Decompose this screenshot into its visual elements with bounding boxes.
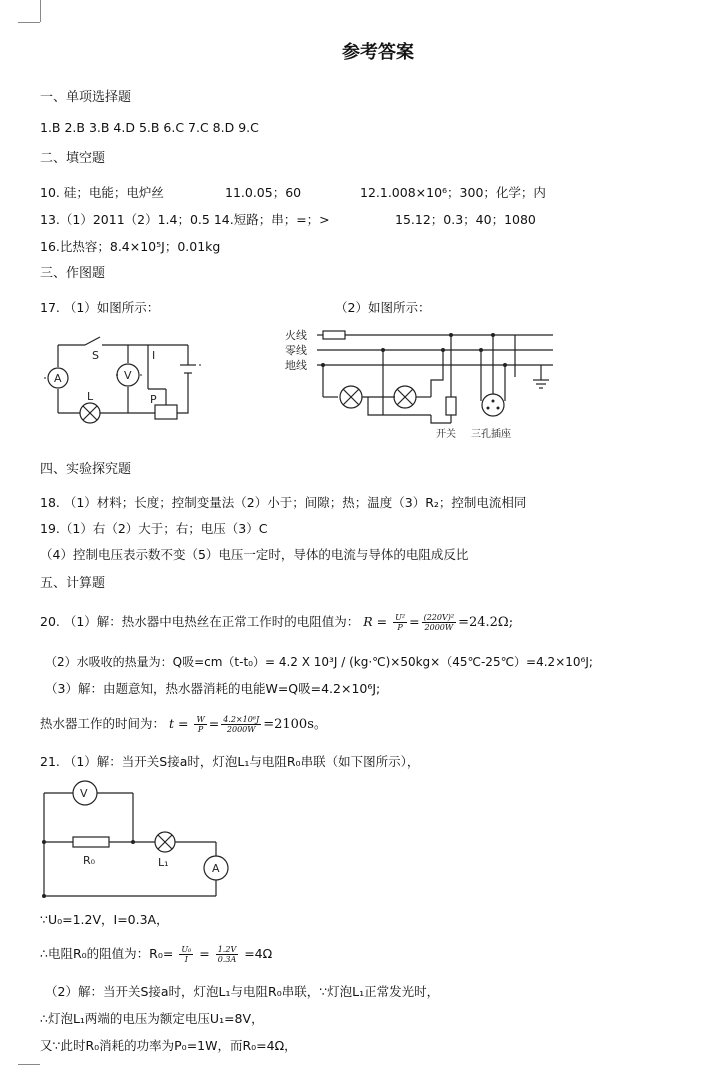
answer-q19a: 19.（1）右（2）大于；右；电压（3）C xyxy=(40,521,268,536)
corner-mark-top-h xyxy=(18,22,40,23)
answer-q12: 12.1.008×10⁶；300；化学；内 xyxy=(360,185,546,200)
answer-q18: 18. （1）材料；长度；控制变量法（2）小于；间隙；热；温度（3）R₂；控制电流相同 xyxy=(40,495,527,510)
page-title: 参考答案 xyxy=(342,42,414,63)
answer-q19b: （4）控制电压表示数不变（5）电压一定时，导体的电流与导体的电阻成反比 xyxy=(40,547,469,562)
q20-4-fraction-2: $\frac{\text{4.2×10⁶J}}{2000W}$ xyxy=(223,715,260,734)
answer-q13-14: 13.（1）2011（2）1.4；0.5 14.短路；串；=；> xyxy=(40,212,330,227)
mc-answers: 1.B 2.B 3.B 4.D 5.B 6.C 7.C 8.D 9.C xyxy=(40,120,259,135)
q20-1-result: =24.2Ω; xyxy=(458,615,514,630)
lamp-label: L xyxy=(87,390,94,403)
q21-r-fraction-1: $\frac{\text{U₀}}{I}$ xyxy=(181,945,192,964)
circuit3-voltmeter-label: V xyxy=(80,787,88,800)
circuit-diagram-1 xyxy=(40,325,220,425)
current-label: I xyxy=(152,349,156,362)
q20-1-fraction-1: $\frac{\text{U²}}{P}$ xyxy=(395,613,406,632)
section-heading-drawing: 三、作图题 xyxy=(40,266,106,281)
q21-r-result: =4Ω xyxy=(244,946,273,961)
answer-q15: 15.12；0.3；40；1080 xyxy=(395,212,536,227)
q20-4-result: =2100s。 xyxy=(263,717,327,732)
answer-q21-1: 21. （1）解：当开关S接a时，灯泡L₁与电阻R₀串联（如下图所示）， xyxy=(40,754,420,769)
q21-r-fraction-2: $\frac{1.2V}{0.3A}$ xyxy=(217,945,237,964)
rheostat-label: P xyxy=(150,393,157,406)
circuit-diagram-3 xyxy=(38,778,238,903)
circuit3-lamp-label: L₁ xyxy=(158,856,169,869)
answer-q11: 11.0.05；60 xyxy=(225,185,302,200)
circuit3-ammeter-label: A xyxy=(212,862,220,875)
corner-mark-bottom-h xyxy=(18,1064,40,1065)
corner-mark-top-v xyxy=(40,0,41,22)
q21-r-eq: = xyxy=(199,946,210,961)
voltmeter-label: V xyxy=(124,369,132,382)
answer-q21-2: （2）解：当开关S接a时，灯泡L₁与电阻R₀串联，∵灯泡L₁正常发光时， xyxy=(45,984,440,999)
answer-q10: 10. 硅；电能；电炉丝 xyxy=(40,185,164,200)
q20-4-lhs: t = xyxy=(169,716,189,731)
answer-q20-3: （3）解：由题意知，热水器消耗的电能W=Q吸=4.2×10⁶J; xyxy=(45,681,381,696)
q20-1-fraction-2: $\frac{\text{(220V)²}}{2000W}$ xyxy=(423,613,455,632)
section-heading-choice: 一、单项选择题 xyxy=(40,90,132,105)
q20-1-text: 20. （1）解：热水器中电热丝在正常工作时的电阻值为： xyxy=(40,614,360,629)
answer-q20-4: 热水器工作的时间为： t = $\frac{W}{P}$ = $\frac{\text{4.2×10⁶J}}{2000W}$ =2100s。 xyxy=(40,715,327,734)
section-heading-fill: 二、填空题 xyxy=(40,151,106,166)
answer-q21-given: ∵U₀=1.2V，I=0.3A， xyxy=(40,912,169,927)
ground-wire-label: 地线 xyxy=(285,359,307,372)
answer-q20-2: （2）水吸收的热量为：Q吸=cm（t-t₀）= 4.2 X 10³J / (kg·℃)×50kg×（45℃-25℃）=4.2×10⁶J; xyxy=(45,655,593,669)
section-heading-experiment: 四、实验探究题 xyxy=(40,462,132,477)
answer-q17-1: 17. （1）如图所示： xyxy=(40,300,160,315)
answer-q21-4: 又∵此时R₀消耗的功率为P₀=1W，而R₀=4Ω， xyxy=(40,1038,297,1053)
ammeter-label: A xyxy=(54,372,62,385)
switch-label: S xyxy=(92,349,99,362)
q20-4-text: 热水器工作的时间为： xyxy=(40,716,166,731)
socket-label: 三孔插座 xyxy=(471,429,511,440)
answer-q21-3: ∴灯泡L₁两端的电压为额定电压U₁=8V， xyxy=(40,1011,264,1026)
circuit-diagram-2 xyxy=(283,325,563,440)
q20-4-fraction-1: $\frac{W}{P}$ xyxy=(196,715,205,734)
answer-q20-1: 20. （1）解：热水器中电热丝在正常工作时的电阻值为： R = $\frac{\text{U²}}{P}$ = $\frac{\text{(220V)²}}{2000W}$ =24.2Ω; xyxy=(40,613,514,632)
live-wire-label: 火线 xyxy=(285,329,307,342)
neutral-wire-label: 零线 xyxy=(285,344,307,357)
section-heading-calc: 五、计算题 xyxy=(40,576,106,591)
answer-q16: 16.比热容；8.4×10⁵J；0.01kg xyxy=(40,239,221,254)
circuit3-resistor-label: R₀ xyxy=(83,854,96,867)
switch-label-2: 开关 xyxy=(436,429,456,440)
q20-1-lhs: R = xyxy=(363,614,388,629)
q21-r-text: ∴电阻R₀的阻值为：R₀= xyxy=(40,946,174,961)
answer-q21-resistance xyxy=(40,944,272,964)
answer-q17-2: （2）如图所示： xyxy=(335,300,431,315)
